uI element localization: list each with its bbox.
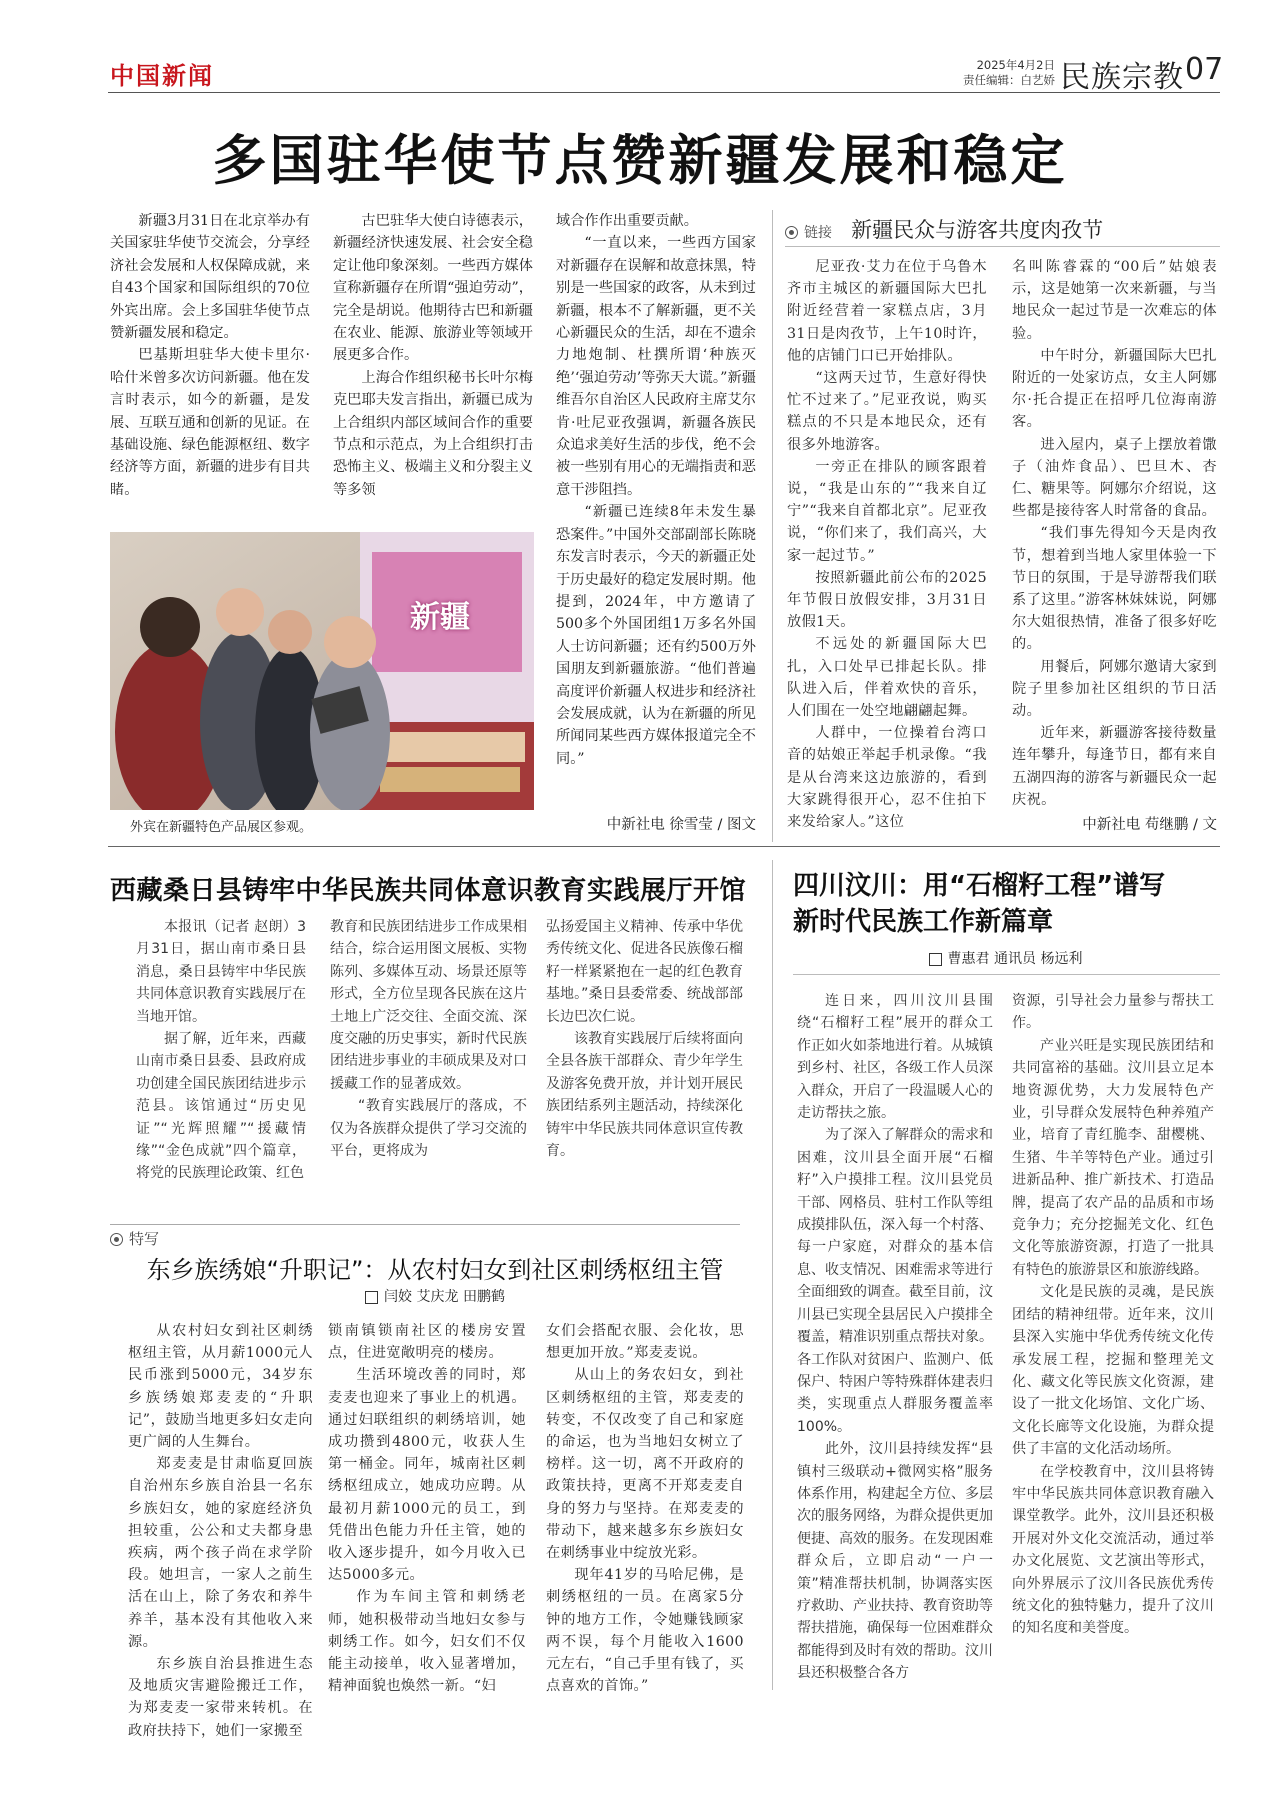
paragraph: 一旁正在排队的顾客跟着说，“我是山东的”“我来自辽宁”“我来自首都北京”。尼亚孜说，“你们来了，我们高兴，大家一起过节。”: [787, 458, 987, 564]
paragraph: 现年41岁的马哈尼佛，是刺绣枢纽的一员。在离家5分钟的地方工作，令她赚钱顾家两不误，每个月能收入1600元左右，“自己手里有钱了，买点喜欢的首饰。”: [546, 1567, 744, 1695]
lead-column-2: [333, 210, 533, 501]
feature-tag-box: [110, 1228, 159, 1249]
paragraph: 本报讯（记者 赵朗）3月31日，据山南市桑日县消息，桑日县铸牢中华民族共同体意识教育实践展厅在当地开馆。: [136, 919, 306, 1025]
paragraph: 东乡族自治县推进生态及地质灾害避险搬迁工作，为郑麦麦一家带来转机。在政府扶持下，她们一家搬至: [128, 1656, 313, 1739]
issue-editor: 责任编辑：白艺娇: [963, 73, 1055, 87]
sichuan-headline: [793, 868, 1223, 940]
paragraph: 从山上的务农妇女，到社区刺绣枢纽的主管，郑麦麦的转变，不仅改变了自己和家庭的命运，也为当地妇女树立了榜样。这一切，离不开政府的政策扶持，更离不开郑麦麦自身的努力与坚持。在郑麦麦的带动下，越来越多东乡族妇女在刺绣事业中绽放光彩。: [546, 1367, 744, 1562]
paragraph: 不远处的新疆国际大巴扎，入口处早已排起长队。排队进入后，伴着欢快的音乐，人们围在一处空地翩翩起舞。: [787, 636, 987, 720]
paragraph: “一直以来，一些西方国家对新疆存在误解和故意抹黑，特别是一些国家的政客，从未到过新疆，根本不了解新疆，更不关心新疆民众的生活，却在不遗余力地炮制、杜撰所谓‘种族灭绝’‘强迫劳动’等弥天大谎。”新疆维吾尔自治区人民政府主席艾尔肯·吐尼亚孜强调，新疆各族民众追求美好生活的步伐，绝不会被一些别有用心的无端指责和恶意干涉阻挡。: [556, 235, 756, 498]
sidebar-rule: [785, 246, 1220, 247]
paragraph: 巴基斯坦驻华大使卡里尔·哈什米曾多次访问新疆。他在发言时表示，如今的新疆，是发展、互联互通和创新的见证。在基础设施、绿色能源枢纽、数字经济等方面，新疆的进步有目共睹。: [110, 347, 310, 498]
dongxiang-byline: [110, 1286, 760, 1306]
feature-tag: 特写: [129, 1230, 160, 1248]
lead-column-1: [110, 210, 310, 501]
paragraph: 人群中，一位操着台湾口音的姑娘正举起手机录像。“我是从台湾来这边旅游的，看到大家跳得很开心，忍不住拍下来发给家人。”这位: [787, 725, 987, 831]
section-name: 民族宗教: [1060, 60, 1184, 95]
lead-credit: 中新社电 徐雪莹 / 图文: [606, 817, 756, 833]
dongxiang-column-1: [128, 1320, 313, 1742]
dongxiang-byline-text: 闫姣 艾庆龙 田鹏鹤: [384, 1289, 505, 1305]
sidebar-column-2: [1012, 256, 1217, 811]
paragraph: “我们事先得知今天是肉孜节，想着到当地人家里体验一下节日的氛围，于是导游帮我们联系了这里。”游客林妹妹说，阿娜尔大姐很热情，准备了很多好吃的。: [1012, 525, 1217, 653]
paragraph: 教育和民族团结进步工作成果相结合，综合运用图文展板、实物陈列、多媒体互动、场景还原等形式，全方位呈现各民族在这片土地上广泛交往、全面交流、深度交融的历史事实，新时代民族团结进步事业的丰硕成果及对口援藏工作的显著成效。: [330, 919, 527, 1092]
paragraph: 锁南镇锁南社区的楼房安置点，住进宽敞明亮的楼房。: [328, 1323, 526, 1362]
paragraph: 按照新疆此前公布的2025年节假日放假安排，3月31日放假1天。: [787, 569, 987, 631]
sidebar-column-1: [787, 256, 987, 833]
byline-square-icon: [929, 953, 942, 966]
paragraph: 该教育实践展厅后续将面向全县各族干部群众、青少年学生及游客免费开放，并计划开展民族团结系列主题活动，持续深化铸牢中华民族共同体意识宣传教育。: [546, 1031, 743, 1160]
column-divider: [772, 210, 773, 842]
dongxiang-headline: 东乡族绣娘“升职记”：从农村妇女到社区刺绣枢纽主管: [146, 1256, 724, 1284]
sidebar-title: 新疆民众与游客共度肉孜节: [851, 218, 1104, 242]
paragraph: 据了解，近年来，西藏山南市桑日县委、县政府成功创建全国民族团结进步示范县。该馆通过“历史见证”“光辉照耀”“援藏情缘”“金色成就”四个篇章，将党的民族理论政策、红色: [136, 1031, 306, 1182]
paragraph: 弘扬爱国主义精神、传承中华优秀传统文化、促进各民族像石榴籽一样紧紧抱在一起的红色教育基地。”桑日县委常委、统战部部长边巴次仁说。: [546, 919, 743, 1025]
paragraph: “新疆已连续8年未发生暴恐案件。”中国外交部副部长陈晓东发言时表示，今天的新疆正处于历史最好的稳定发展时期。他提到，2024年，中方邀请了500多个外国团组1万多名外国人士访问新疆；还有约500万外国朋友到新疆旅游。“他们普遍高度评价新疆人权进步和经济社会发展成就，认为在新疆的所见所闻同某些西方媒体报道完全不同。”: [556, 504, 756, 767]
issue-date: 2025年4月2日: [976, 58, 1055, 72]
paragraph: 进入屋内，桌子上摆放着馓子（油炸食品）、巴旦木、杏仁、糖果等。阿娜尔介绍说，这些都是接待客人时常备的食品。: [1012, 436, 1217, 520]
sichuan-byline-text: 曹惠君 通讯员 杨远利: [947, 951, 1083, 967]
paragraph: 上海合作组织秘书长叶尔梅克巴耶夫发言指出，新疆已成为上合组织内部区域间合作的重要节点和示范点，为上合组织打击恐怖主义、极端主义和分裂主义等多领: [333, 369, 533, 498]
paragraph: 尼亚孜·艾力在位于乌鲁木齐市主城区的新疆国际大巴扎附近经营着一家糕点店，3月31日是肉孜节，上午10时许，他的店铺门口已开始排队。: [787, 259, 987, 364]
paragraph: 女们会搭配衣服、会化妆，思想更加开放。”郑麦麦说。: [546, 1323, 744, 1362]
paragraph: 新疆3月31日在北京举办有关国家驻华使节交流会，分享经济社会发展和人权保障成就，来自43个国家和国际组织的70位外宾出席。会上多国驻华使节点赞新疆发展和稳定。: [110, 213, 310, 342]
paragraph: 作为车间主管和刺绣老师，她积极带动当地妇女参与刺绣工作。如今，妇女们不仅能主动接单，收入显著增加，精神面貌也焕然一新。“妇: [328, 1589, 526, 1695]
sidebar-credit: 中新社电 苟继鹏 / 文: [1082, 817, 1217, 833]
sichuan-headline-line2: 新时代民族工作新篇章: [793, 907, 1054, 937]
paragraph: 用餐后，阿娜尔邀请大家到院子里参加社区组织的节日活动。: [1012, 658, 1217, 720]
paragraph: 在学校教育中，汶川县将铸牢中华民族共同体意识教育融入课堂教学。此外，汶川县还积极开展对外文化交流活动，通过举办文化展览、文艺演出等形式，向外界展示了汶川各民族优秀传统文化的独特魅力，提升了汶川的知名度和美誉度。: [1012, 1463, 1214, 1637]
exhibition-photo-icon: [110, 532, 534, 810]
paragraph: 郑麦麦是甘肃临夏回族自治州东乡族自治县一名东乡族妇女，她的家庭经济负担较重，公公和丈夫都身患疾病，两个孩子尚在求学阶段。她坦言，一家人之前生活在山上，除了务农和养牛养羊，基本没有其他收入来源。: [128, 1456, 313, 1650]
sichuan-headline-line1: 四川汶川：用“石榴籽工程”谱写: [793, 871, 1166, 901]
lead-column-3: [556, 210, 756, 770]
paragraph: 古巴驻华大使白诗德表示，新疆经济快速发展、社会安全稳定让他印象深刻。一些西方媒体宣称新疆存在所谓“强迫劳动”，完全是胡说。他期待古巴和新疆在农业、能源、旅游业等领域开展更多合作。: [333, 213, 533, 364]
column-divider: [772, 860, 773, 1690]
sidebar-header: [785, 214, 1103, 244]
tibet-column-1: [136, 916, 306, 1185]
photo-sign-text: 新疆: [410, 600, 470, 635]
paragraph: 文化是民族的灵魂，是民族团结的精神纽带。近年来，汶川县深入实施中华优秀传统文化传承发展工程，挖掘和整理羌文化、藏文化等民族文化资源，建设了一批文化场馆、文化广场、文化长廊等文化设施，为群众提供了丰富的文化活动场所。: [1012, 1284, 1214, 1458]
tibet-headline: 西藏桑日县铸牢中华民族共同体意识教育实践展厅开馆: [110, 876, 747, 906]
sidebar-tag: 链接: [804, 225, 832, 241]
dongxiang-column-2: [328, 1320, 526, 1697]
byline-square-icon: [365, 1291, 378, 1304]
paragraph: 此外，汶川县持续发挥“县镇村三级联动+微网实格”服务体系作用，构建起全方位、多层次的服务网络，为群众提供更加便捷、高效的服务。在发现困难群众后，立即启动“一户一策”精准帮扶机制，协调落实医疗救助、产业扶持、教育资助等帮扶措施，确保每一位困难群众都能得到及时有效的帮助。汶川县还积极整合各方: [797, 1441, 993, 1682]
paragraph: 域合作作出重要贡献。: [556, 213, 698, 229]
paragraph: 生活环境改善的同时，郑麦麦也迎来了事业上的机遇。通过妇联组织的刺绣培训，她成功攒到4800元，收获人生第一桶金。同年，城南社区刺绣枢纽成立，她成功应聘。从最初月薪1000元的员工，到凭借出色能力升任主管，她的收入逐步提升，如今月收入已达5000多元。: [328, 1367, 526, 1584]
tibet-column-2: [330, 916, 527, 1162]
paragraph: 资源，引导社会力量参与帮扶工作。: [1012, 993, 1214, 1032]
feature-rule: [110, 1224, 740, 1225]
photo-caption: 外宾在新疆特色产品展区参观。: [130, 820, 313, 835]
newspaper-logo: 中国新闻: [110, 61, 214, 90]
bullet-circle-icon: [110, 1233, 123, 1246]
issue-info: [940, 58, 1055, 88]
paragraph: 名叫陈睿霖的“00后”姑娘表示，这是她第一次来新疆，与当地民众一起过节是一次难忘的体验。: [1012, 259, 1217, 342]
paragraph: 连日来，四川汶川县围绕“石榴籽工程”展开的群众工作正如火如荼地进行着。从城镇到乡村、社区，各级工作人员深入群众，开启了一段温暖人心的走访帮扶之旅。: [797, 993, 993, 1122]
section-rule: [108, 846, 1220, 847]
page-number: 07: [1185, 52, 1224, 87]
sichuan-column-2: [1012, 990, 1214, 1640]
tibet-column-3: [546, 916, 743, 1162]
paragraph: “这两天过节，生意好得快忙不过来了。”尼亚孜说，购买糕点的不只是本地民众，还有很多外地游客。: [787, 370, 987, 453]
paragraph: 中午时分，新疆国际大巴扎附近的一处家访点，女主人阿娜尔·托合提正在招呼几位海南游客。: [1012, 347, 1217, 431]
paragraph: 近年来，新疆游客接待数量连年攀升，每逢节日，都有来自五湖四海的游客与新疆民众一起庆祝。: [1012, 725, 1217, 808]
paragraph: 从农村妇女到社区刺绣枢纽主管，从月薪1000元人民币涨到5000元，34岁东乡族绣娘郑麦麦的“升职记”，鼓励当地更多妇女走向更广阔的人生舞台。: [128, 1323, 313, 1451]
sichuan-byline: [793, 948, 1218, 968]
dongxiang-column-3: [546, 1320, 744, 1697]
header-rule: [108, 92, 1220, 93]
paragraph: 为了深入了解群众的需求和困难，汶川县全面开展“石榴籽”入户摸排工程。汶川县党员干部、网格员、驻村工作队等组成摸排队伍，深入每一个村落、每一户家庭，对群众的基本信息、收支情况、困难需求等进行全面细致的调查。截至目前，汶川县已实现全县居民入户摸排全覆盖，精准识别重点帮扶对象。各工作队对贫困户、监测户、低保户、特困户等特殊群体建表归类，实现重点人群服务覆盖率100%。: [797, 1127, 993, 1435]
lead-photo: [110, 532, 534, 810]
paragraph: “教育实践展厅的落成，不仅为各族群众提供了学习交流的平台，更将成为: [330, 1098, 527, 1160]
bullet-circle-icon: [785, 226, 798, 239]
sichuan-rule: [793, 974, 1220, 975]
paragraph: 产业兴旺是实现民族团结和共同富裕的基础。汶川县立足本地资源优势，大力发展特色产业，引导群众发展特色种养殖产业，培育了青红脆李、甜樱桃、生猪、牛羊等特色产业。通过引进新品种、推广新技术、打造品牌，提高了农产品的品质和市场竞争力；充分挖掘羌文化、红色文化等旅游资源，打造了一批具有特色的旅游景区和旅游线路。: [1012, 1037, 1214, 1278]
sichuan-column-1: [797, 990, 993, 1685]
lead-headline: 多国驻华使节点赞新疆发展和稳定: [212, 129, 1068, 192]
